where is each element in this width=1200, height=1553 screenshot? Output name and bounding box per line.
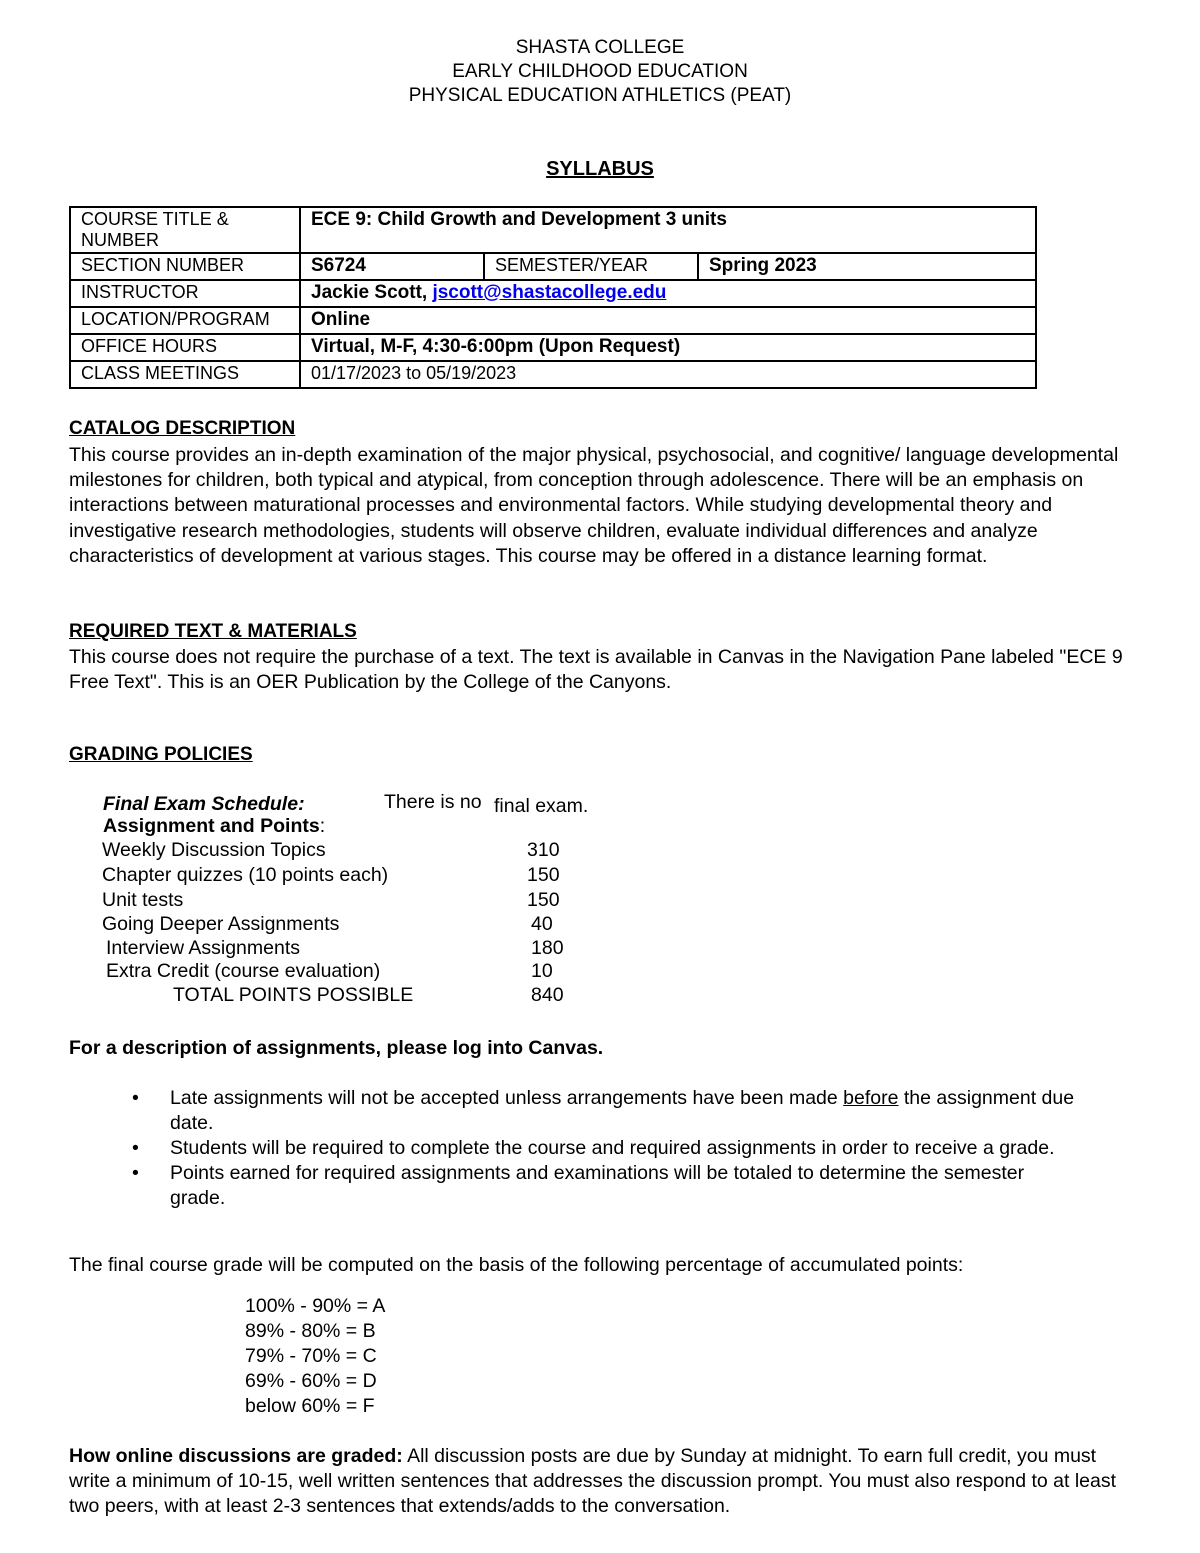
college-name: SHASTA COLLEGE (515, 37, 685, 58)
bullet-text: the assignment due date. (170, 1087, 1075, 1134)
office-hours-label: OFFICE HOURS (70, 334, 300, 361)
total-points-label: TOTAL POINTS POSSIBLE (173, 984, 414, 1006)
instructor-row (70, 280, 1036, 307)
instructor-value (300, 280, 1036, 307)
section-row (70, 253, 1036, 280)
assignment-points-heading (103, 814, 325, 839)
points-row-value: 40 (531, 913, 553, 935)
grade-scale-item: 100% - 90% = A (245, 1295, 386, 1317)
final-exam-value-a: There is no (384, 791, 482, 813)
bullet-text: Points earned for required assignments and examinations will be totaled to determine the semester grade. (170, 1162, 1025, 1209)
points-row-label: Interview Assignments (106, 937, 301, 959)
location-label: LOCATION/PROGRAM (70, 307, 300, 334)
semester-label: SEMESTER/YEAR (484, 253, 698, 280)
points-row-label: Chapter quizzes (10 points each) (102, 864, 389, 886)
grading-heading: GRADING POLICIES (69, 744, 253, 765)
grade-scale-item: 89% - 80% = B (245, 1320, 376, 1342)
course-label: COURSE TITLE & NUMBER (70, 207, 300, 253)
list-item (128, 1136, 1078, 1161)
materials-heading: REQUIRED TEXT & MATERIALS (69, 621, 357, 642)
class-meetings-label: CLASS MEETINGS (70, 361, 300, 388)
department-name: EARLY CHILDHOOD EDUCATION (452, 61, 748, 82)
materials-text: This course does not require the purchase of a text. The text is available in Canvas in the Navigation Pane labeled "ECE 9 Free Text". This is an OER Publication by the College of the Canyons. (69, 646, 1123, 694)
bullet-emphasis: before (843, 1087, 899, 1109)
points-row-label: Going Deeper Assignments (102, 913, 340, 935)
section-value: S6724 (300, 253, 484, 280)
grade-scale-intro: The final course grade will be computed on the basis of the following percentage of accumulated points: (69, 1254, 964, 1276)
grading-rules-list (128, 1086, 1078, 1211)
bullet-icon: • (132, 1087, 139, 1109)
total-points-value: 840 (531, 984, 564, 1006)
points-row-value: 10 (531, 960, 553, 982)
assignment-points-label: Assignment and Points (103, 815, 320, 837)
discussion-grading-text: All discussion posts are due by Sunday at midnight. To earn full credit, you must write a minimum of 10-15, well written sentences that addresses the discussion prompt. You must also respond to at least two peers, with at least 2-3 sentences that extends/adds to the conversation. (69, 1445, 1117, 1518)
points-row-label: Weekly Discussion Topics (102, 839, 326, 861)
discussion-grading-label: How online discussions are graded: (69, 1445, 403, 1467)
instructor-name: Jackie Scott, (311, 282, 433, 303)
division-name: PHYSICAL EDUCATION ATHLETICS (PEAT) (408, 85, 792, 106)
points-row-label: Unit tests (102, 889, 184, 911)
catalog-description: This course provides an in-depth examination of the major physical, psychosocial, and cognitive/ language developmental milestones for children, both typical and atypical, from conception through adolescence. There will be an emphasis on interactions between maturational processes and environmental factors. While studying developmental theory and investigative research methodologies, students will observe children, evaluate individual differences and analyze characteristics of development at various stages. This course may be offered in a distance learning format. (69, 444, 1119, 567)
bullet-text: Students will be required to complete the course and required assignments in order to receive a grade. (170, 1137, 1055, 1159)
points-row-value: 150 (527, 864, 560, 886)
final-exam-value-b: final exam. (494, 795, 589, 817)
office-hours-row (70, 334, 1036, 361)
location-row (70, 307, 1036, 334)
points-row-value: 150 (527, 889, 560, 911)
course-info-table (69, 206, 1037, 389)
points-row-value: 310 (527, 839, 560, 861)
instructor-email-link[interactable]: jscott@shastacollege.edu (432, 282, 667, 303)
discussion-grading (69, 1444, 1134, 1520)
list-item (128, 1086, 1078, 1136)
course-row (70, 207, 1036, 253)
course-value: ECE 9: Child Growth and Development 3 units (300, 207, 1036, 253)
bullet-icon: • (132, 1137, 139, 1159)
bullet-text: Late assignments will not be accepted unless arrangements have been made (170, 1087, 844, 1109)
grade-scale-item: below 60% = F (245, 1395, 375, 1417)
points-row-label: Extra Credit (course evaluation) (106, 960, 381, 982)
grade-scale-item: 79% - 70% = C (245, 1345, 377, 1367)
document-title: SYLLABUS (546, 158, 654, 180)
catalog-heading: CATALOG DESCRIPTION (69, 418, 296, 439)
location-value: Online (300, 307, 1036, 334)
final-exam-label: Final Exam Schedule: (103, 793, 305, 815)
semester-value: Spring 2023 (698, 253, 1036, 280)
class-meetings-row (70, 361, 1036, 388)
instructor-label: INSTRUCTOR (70, 280, 300, 307)
points-row-value: 180 (531, 937, 564, 959)
canvas-note: For a description of assignments, please log into Canvas. (69, 1037, 604, 1059)
bullet-icon: • (132, 1162, 139, 1184)
office-hours-value: Virtual, M-F, 4:30-6:00pm (Upon Request) (300, 334, 1036, 361)
list-item (128, 1161, 1078, 1211)
grade-scale-item: 69% - 60% = D (245, 1370, 377, 1392)
class-meetings-value: 01/17/2023 to 05/19/2023 (300, 361, 1036, 388)
section-label: SECTION NUMBER (70, 253, 300, 280)
assignment-points-colon: : (319, 815, 326, 837)
